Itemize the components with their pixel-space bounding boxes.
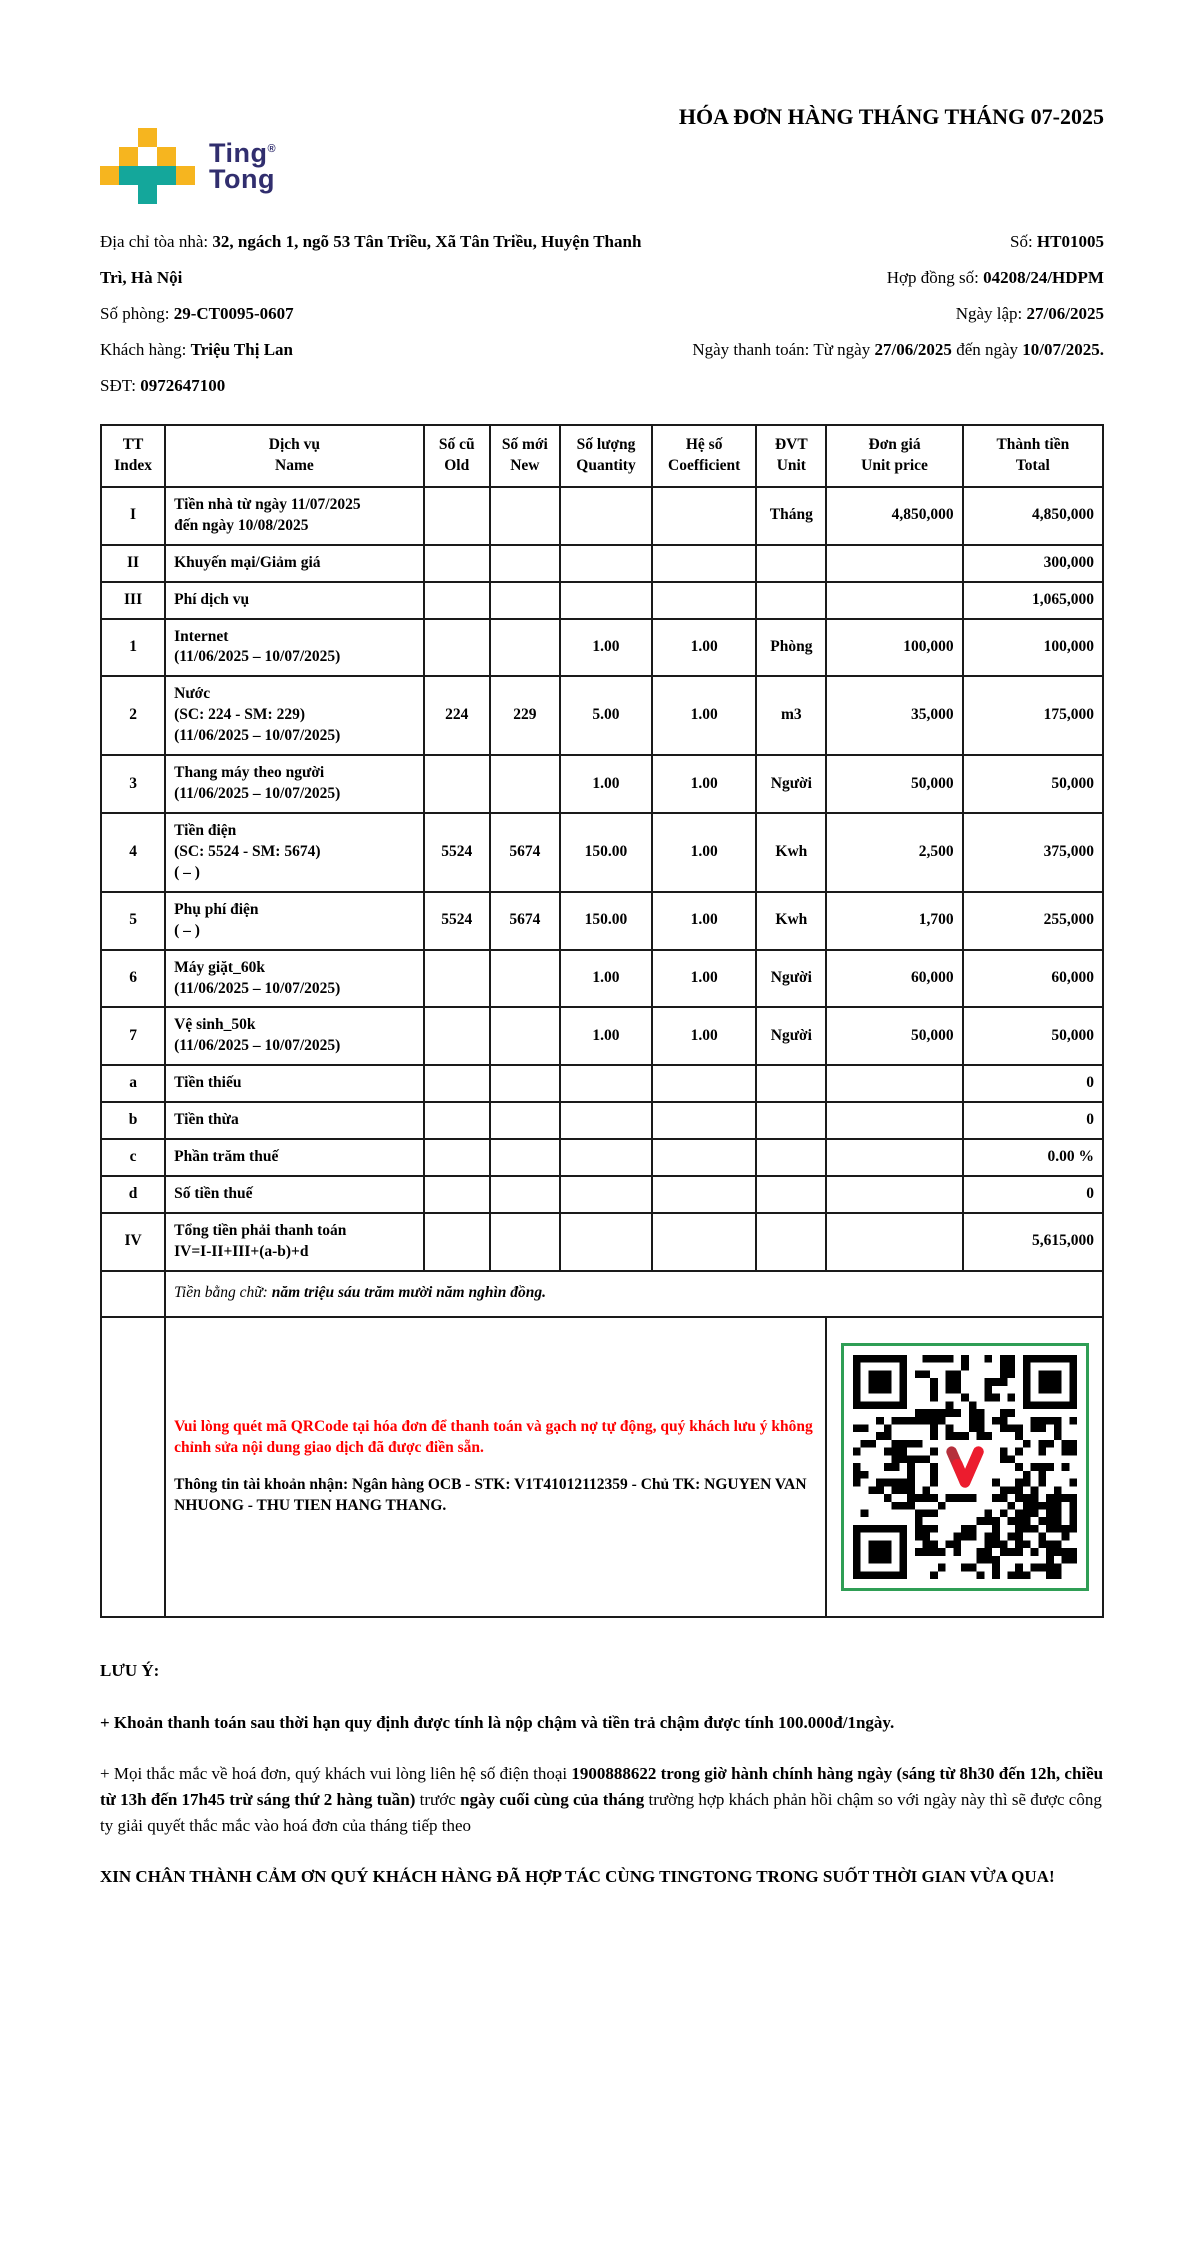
v-logo-icon: [942, 1444, 988, 1490]
cell-quantity: 1.00: [560, 1007, 652, 1065]
logo-pixel-empty: [138, 147, 157, 166]
text-segment: trước: [415, 1789, 461, 1809]
cell-total: 60,000: [963, 950, 1103, 1008]
cell-quantity: 150.00: [560, 892, 652, 950]
cell-unit-price: [826, 1213, 962, 1271]
cell-unit: [756, 1102, 826, 1139]
text-segment: HT01005: [1036, 232, 1104, 251]
service-name-line: ( – ): [174, 863, 200, 881]
qr-code-cell: [826, 1317, 1103, 1617]
text-segment: Địa chỉ tòa nhà:: [100, 232, 213, 251]
cell-index: 4: [101, 813, 165, 892]
text-segment: NGUYEN VAN NHUONG - THU TIEN HANG THANG: [174, 1475, 807, 1514]
cell-coefficient: [652, 545, 756, 582]
table-row: [101, 1065, 1103, 1102]
cell-new-reading: [490, 487, 560, 545]
service-name-line: Tiền nhà từ ngày 11/07/2025: [174, 495, 361, 513]
invoice-footer: [100, 1658, 1104, 1890]
text-segment: 27/06/2025: [874, 340, 952, 359]
column-header-vi: Thành tiền: [996, 436, 1070, 453]
table-row: [101, 1176, 1103, 1213]
text-segment: 32, ngách 1, ngõ 53 Tân Triều, Xã Tân Triều, Huyện Thanh Trì, Hà Nội: [100, 232, 642, 287]
footer-note: [100, 1710, 1104, 1736]
column-header-en: Quantity: [576, 456, 636, 474]
service-name-line: Phụ phí điện: [174, 900, 259, 918]
info-line-right: [662, 260, 1104, 296]
table-row: [101, 1007, 1103, 1065]
cell-index: 6: [101, 950, 165, 1008]
cell-unit-price: [826, 1139, 962, 1176]
cell-index: I: [101, 487, 165, 545]
column-header: [165, 425, 424, 487]
cell-new-reading: 229: [490, 676, 560, 755]
cell-coefficient: 1.00: [652, 892, 756, 950]
text-segment: 29-CT0095-0607: [173, 304, 294, 323]
info-line-right: [662, 224, 1104, 260]
amount-in-words-value: năm triệu sáu trăm mười năm nghìn đồng.: [271, 1284, 547, 1302]
cell-coefficient: 1.00: [652, 619, 756, 677]
tingtong-logo: [100, 128, 400, 204]
logo-pixel-empty: [176, 185, 195, 204]
column-header-vi: Dịch vụ: [268, 436, 321, 453]
column-header-en: Unit price: [861, 456, 928, 474]
footer-note: [100, 1761, 1104, 1840]
cell-quantity: [560, 1102, 652, 1139]
column-header: [963, 425, 1103, 487]
cell-old-reading: [424, 545, 490, 582]
info-line-right: [662, 296, 1104, 332]
cell-unit: [756, 582, 826, 619]
cell-new-reading: [490, 950, 560, 1008]
cell-unit-price: [826, 1176, 962, 1213]
cell-index: 5: [101, 892, 165, 950]
service-name-line: Nước: [174, 685, 211, 703]
table-row: [101, 755, 1103, 813]
cell-index: 2: [101, 676, 165, 755]
cell-unit-price: 2,500: [826, 813, 962, 892]
service-name-line: (11/06/2025 – 10/07/2025): [174, 1037, 341, 1055]
text-segment: 1900888622 trong giờ hành chính hàng ngày (sáng từ 8h30 đến 12h, chiều từ 13h đến 17h45 trừ sáng thứ 2 hàng tuần): [100, 1763, 1104, 1809]
text-segment: SĐT:: [100, 376, 141, 395]
amount-in-words-label: Tiền bằng chữ:: [174, 1284, 272, 1302]
cell-service-name: [165, 813, 424, 892]
cell-old-reading: [424, 1213, 490, 1271]
cell-new-reading: [490, 1176, 560, 1213]
service-name-line: (11/06/2025 – 10/07/2025): [174, 727, 341, 745]
column-header: [560, 425, 652, 487]
table-row: [101, 950, 1103, 1008]
cell-unit: Người: [756, 755, 826, 813]
cell-unit-price: 100,000: [826, 619, 962, 677]
cell-unit-price: 4,850,000: [826, 487, 962, 545]
cell-total: 4,850,000: [963, 487, 1103, 545]
payment-qr-code: [841, 1343, 1089, 1591]
cell-unit: [756, 1139, 826, 1176]
column-header: [424, 425, 490, 487]
column-header-vi: Số lượng: [576, 436, 636, 453]
cell-unit-price: [826, 1065, 962, 1102]
cell-coefficient: 1.00: [652, 755, 756, 813]
table-row: [101, 582, 1103, 619]
charges-table: [100, 424, 1104, 1618]
cell-coefficient: 1.00: [652, 676, 756, 755]
cell-total: 100,000: [963, 619, 1103, 677]
cell-service-name: [165, 755, 424, 813]
cell-total: 300,000: [963, 545, 1103, 582]
service-name-line: Tiền thiếu: [174, 1074, 242, 1092]
logo-pixel-yellow: [176, 166, 195, 185]
cell-index: II: [101, 545, 165, 582]
column-header: [826, 425, 962, 487]
text-segment: ngày cuối cùng của tháng: [460, 1789, 645, 1809]
cell-service-name: [165, 487, 424, 545]
text-segment: Thông tin tài khoản nhận: Ngân hàng OCB - STK:: [174, 1475, 515, 1493]
empty-cell: [101, 1317, 165, 1617]
tingtong-logo-icon: [100, 128, 195, 204]
text-segment: Khách hàng:: [100, 340, 191, 359]
cell-coefficient: 1.00: [652, 1007, 756, 1065]
cell-coefficient: [652, 1065, 756, 1102]
column-header-en: New: [510, 456, 540, 474]
service-name-line: ( – ): [174, 921, 200, 939]
cell-old-reading: [424, 1102, 490, 1139]
cell-total: 175,000: [963, 676, 1103, 755]
cell-coefficient: [652, 1139, 756, 1176]
cell-unit-price: [826, 582, 962, 619]
invoice-info: [100, 224, 1104, 404]
cell-index: c: [101, 1139, 165, 1176]
service-name-line: Phí dịch vụ: [174, 590, 250, 608]
logo-pixel-yellow: [157, 147, 176, 166]
text-segment: 0972647100: [140, 376, 226, 395]
customer-info-block: [100, 224, 662, 404]
brand-tong: Tong: [209, 164, 275, 194]
column-header-en: Name: [275, 456, 314, 474]
invoice-meta-block: [662, 224, 1104, 404]
cell-new-reading: [490, 1065, 560, 1102]
cell-total: 255,000: [963, 892, 1103, 950]
cell-service-name: [165, 1007, 424, 1065]
tingtong-logo-text: [209, 137, 277, 194]
service-name-line: (11/06/2025 – 10/07/2025): [174, 785, 341, 803]
service-name-line: Số tiền thuế: [174, 1185, 253, 1203]
logo-pixel-yellow: [100, 166, 119, 185]
cell-new-reading: [490, 619, 560, 677]
text-segment: - Chủ TK:: [627, 1475, 705, 1493]
service-name-line: IV=I-II+III+(a-b)+d: [174, 1242, 309, 1260]
cell-service-name: [165, 892, 424, 950]
service-name-line: Vệ sinh_50k: [174, 1016, 256, 1034]
text-segment: V1T41012112359: [514, 1475, 628, 1493]
service-name-line: (11/06/2025 – 10/07/2025): [174, 979, 341, 997]
info-line-left: [100, 296, 662, 332]
cell-unit: m3: [756, 676, 826, 755]
cell-old-reading: 5524: [424, 892, 490, 950]
cell-old-reading: [424, 950, 490, 1008]
cell-new-reading: [490, 545, 560, 582]
qr-warning-text: Vui lòng quét mã QRCode tại hóa đơn để thanh toán và gạch nợ tự động, quý khách lưu ý không chỉnh sửa nội dung giao dịch đã được điền sẵn.: [174, 1417, 813, 1456]
cell-quantity: 1.00: [560, 619, 652, 677]
table-row: [101, 545, 1103, 582]
text-segment: Số:: [1009, 232, 1037, 251]
cell-unit: [756, 1213, 826, 1271]
footer-note: [100, 1864, 1104, 1890]
text-segment: Ngày lập:: [955, 304, 1027, 323]
cell-quantity: [560, 1213, 652, 1271]
column-header: [490, 425, 560, 487]
cell-index: d: [101, 1176, 165, 1213]
cell-old-reading: [424, 1176, 490, 1213]
cell-unit-price: 35,000: [826, 676, 962, 755]
cell-old-reading: [424, 1007, 490, 1065]
service-name-line: Thang máy theo người: [174, 764, 325, 782]
cell-total: 0: [963, 1102, 1103, 1139]
service-name-line: Khuyến mại/Giảm giá: [174, 553, 321, 571]
column-header: [101, 425, 165, 487]
text-segment: Triệu Thị Lan: [190, 340, 293, 359]
cell-total: 0: [963, 1176, 1103, 1213]
bank-account-text: [174, 1475, 817, 1517]
text-segment: 27/06/2025: [1026, 304, 1104, 323]
cell-total: 50,000: [963, 1007, 1103, 1065]
cell-index: III: [101, 582, 165, 619]
cell-quantity: 150.00: [560, 813, 652, 892]
logo-pixel-teal: [138, 185, 157, 204]
cell-total: 0.00 %: [963, 1139, 1103, 1176]
cell-new-reading: [490, 1007, 560, 1065]
text-segment: Hợp đồng số:: [886, 268, 984, 287]
qr-payment-row: [101, 1317, 1103, 1617]
cell-new-reading: [490, 1213, 560, 1271]
cell-old-reading: [424, 487, 490, 545]
text-segment: 04208/24/HDPM: [983, 268, 1104, 287]
registered-mark: ®: [267, 142, 277, 155]
service-name-line: (SC: 224 - SM: 229): [174, 706, 305, 724]
cell-unit: Người: [756, 1007, 826, 1065]
logo-pixel-empty: [100, 185, 119, 204]
notes-list: [100, 1710, 1104, 1890]
cell-old-reading: [424, 1065, 490, 1102]
service-name-line: Phần trăm thuế: [174, 1148, 279, 1166]
cell-unit: Kwh: [756, 813, 826, 892]
table-row: [101, 1102, 1103, 1139]
cell-index: 1: [101, 619, 165, 677]
cell-service-name: [165, 1065, 424, 1102]
charges-table-body: [101, 487, 1103, 1271]
charges-table-header: [101, 425, 1103, 487]
info-line-left: [100, 368, 662, 404]
logo-pixel-teal: [157, 166, 176, 185]
cell-unit-price: [826, 545, 962, 582]
cell-service-name: [165, 1176, 424, 1213]
column-header-en: Coefficient: [668, 456, 741, 474]
cell-old-reading: [424, 582, 490, 619]
logo-pixel-empty: [157, 128, 176, 147]
logo-pixel-empty: [176, 147, 195, 166]
cell-total: 50,000: [963, 755, 1103, 813]
info-line-left: [100, 224, 662, 296]
logo-pixel-empty: [176, 128, 195, 147]
cell-old-reading: [424, 755, 490, 813]
cell-total: 1,065,000: [963, 582, 1103, 619]
cell-quantity: 5.00: [560, 676, 652, 755]
cell-old-reading: [424, 1139, 490, 1176]
info-line-right: [662, 332, 1104, 368]
info-line-left: [100, 332, 662, 368]
service-name-line: Tiền điện: [174, 821, 237, 839]
table-row: [101, 1213, 1103, 1271]
cell-coefficient: [652, 1176, 756, 1213]
service-name-line: Máy giặt_60k: [174, 958, 265, 976]
column-header-en: Index: [114, 456, 153, 474]
cell-service-name: [165, 545, 424, 582]
cell-new-reading: [490, 755, 560, 813]
service-name-line: (SC: 5524 - SM: 5674): [174, 842, 321, 860]
service-name-line: Tiền thừa: [174, 1111, 239, 1129]
cell-service-name: [165, 619, 424, 677]
cell-coefficient: 1.00: [652, 950, 756, 1008]
cell-quantity: [560, 487, 652, 545]
qr-center-v-logo: [938, 1440, 992, 1494]
text-segment: 10/07/2025.: [1022, 340, 1104, 359]
cell-index: a: [101, 1065, 165, 1102]
header-row: [101, 425, 1103, 487]
amount-in-words-cell: [165, 1271, 1103, 1317]
column-header-vi: Số cũ: [438, 436, 475, 453]
column-header-vi: Đơn giá: [868, 436, 921, 453]
table-row: [101, 892, 1103, 950]
cell-coefficient: 1.00: [652, 813, 756, 892]
cell-unit: Người: [756, 950, 826, 1008]
column-header-en: Total: [1015, 456, 1050, 474]
cell-new-reading: [490, 1102, 560, 1139]
cell-old-reading: 5524: [424, 813, 490, 892]
cell-quantity: [560, 1139, 652, 1176]
text-segment: đến ngày: [951, 340, 1023, 359]
cell-coefficient: [652, 1102, 756, 1139]
text-segment: + Mọi thắc mắc về hoá đơn, quý khách vui lòng liên hệ số điện thoại: [100, 1763, 572, 1783]
cell-service-name: [165, 676, 424, 755]
cell-new-reading: [490, 582, 560, 619]
text-segment: .: [442, 1496, 447, 1514]
column-header: [756, 425, 826, 487]
table-row: [101, 619, 1103, 677]
service-name-line: đến ngày 10/08/2025: [174, 516, 309, 534]
column-header-vi: ĐVT: [774, 436, 808, 453]
cell-unit: Phòng: [756, 619, 826, 677]
cell-quantity: [560, 1176, 652, 1213]
cell-coefficient: [652, 1213, 756, 1271]
text-segment: + Khoản thanh toán sau thời hạn quy định được tính là nộp chậm và tiền trả chậm được tính 100.000đ/1ngày.: [100, 1713, 895, 1733]
cell-unit: [756, 1065, 826, 1102]
column-header-en: Unit: [776, 456, 806, 474]
cell-coefficient: [652, 582, 756, 619]
text-segment: trường hợp khách phản hồi chậm so với ngày này thì sẽ được công ty giải quyết thắc mắc vào hoá đơn của tháng tiếp theo: [100, 1789, 1102, 1836]
logo-pixel-empty: [119, 185, 138, 204]
cell-unit-price: 50,000: [826, 1007, 962, 1065]
text-segment: Số phòng:: [100, 304, 174, 323]
logo-pixel-empty: [157, 185, 176, 204]
cell-unit: Kwh: [756, 892, 826, 950]
cell-index: 3: [101, 755, 165, 813]
logo-pixel-empty: [100, 128, 119, 147]
invoice-header: [100, 100, 1104, 204]
table-row: [101, 813, 1103, 892]
cell-unit-price: [826, 1102, 962, 1139]
table-row: [101, 676, 1103, 755]
cell-new-reading: 5674: [490, 813, 560, 892]
text-segment: Ngày thanh toán: Từ ngày: [692, 340, 875, 359]
empty-cell: [101, 1271, 165, 1317]
payment-instructions-cell: [165, 1317, 826, 1617]
cell-total: 5,615,000: [963, 1213, 1103, 1271]
cell-unit-price: 60,000: [826, 950, 962, 1008]
logo-pixel-yellow: [138, 128, 157, 147]
logo-pixel-teal: [138, 166, 157, 185]
cell-service-name: [165, 1139, 424, 1176]
cell-unit-price: 50,000: [826, 755, 962, 813]
cell-quantity: [560, 582, 652, 619]
text-segment: XIN CHÂN THÀNH CẢM ƠN QUÝ KHÁCH HÀNG ĐÃ HỢP TÁC CÙNG TINGTONG TRONG SUỐT THỜI GIAN VỪA QUA!: [100, 1866, 1055, 1886]
logo-pixel-empty: [100, 147, 119, 166]
brand-ting: Ting: [209, 137, 268, 168]
column-header: [652, 425, 756, 487]
cell-service-name: [165, 582, 424, 619]
cell-quantity: [560, 545, 652, 582]
cell-service-name: [165, 1213, 424, 1271]
cell-service-name: [165, 1102, 424, 1139]
cell-service-name: [165, 950, 424, 1008]
column-header-vi: Số mới: [501, 436, 548, 453]
cell-quantity: 1.00: [560, 950, 652, 1008]
cell-index: IV: [101, 1213, 165, 1271]
logo-pixel-teal: [119, 166, 138, 185]
column-header-en: Old: [444, 456, 470, 474]
cell-new-reading: [490, 1139, 560, 1176]
cell-unit: Tháng: [756, 487, 826, 545]
service-name-line: Internet: [174, 627, 229, 645]
cell-old-reading: 224: [424, 676, 490, 755]
cell-coefficient: [652, 487, 756, 545]
cell-unit-price: 1,700: [826, 892, 962, 950]
table-row: [101, 487, 1103, 545]
cell-old-reading: [424, 619, 490, 677]
table-row: [101, 1139, 1103, 1176]
service-name-line: Tổng tiền phải thanh toán: [174, 1221, 347, 1239]
service-name-line: (11/06/2025 – 10/07/2025): [174, 648, 341, 666]
cell-quantity: [560, 1065, 652, 1102]
notes-heading: LƯU Ý:: [100, 1660, 160, 1680]
invoice-title: HÓA ĐƠN HÀNG THÁNG THÁNG 07-2025: [678, 104, 1104, 129]
cell-index: b: [101, 1102, 165, 1139]
cell-index: 7: [101, 1007, 165, 1065]
column-header-vi: Hệ số: [685, 436, 723, 453]
cell-unit: [756, 545, 826, 582]
column-header-vi: TT: [122, 436, 144, 453]
cell-quantity: 1.00: [560, 755, 652, 813]
cell-total: 375,000: [963, 813, 1103, 892]
cell-new-reading: 5674: [490, 892, 560, 950]
amount-in-words-row: [101, 1271, 1103, 1317]
charges-table-footer: [101, 1271, 1103, 1617]
cell-unit: [756, 1176, 826, 1213]
cell-total: 0: [963, 1065, 1103, 1102]
logo-pixel-empty: [119, 128, 138, 147]
logo-pixel-yellow: [119, 147, 138, 166]
